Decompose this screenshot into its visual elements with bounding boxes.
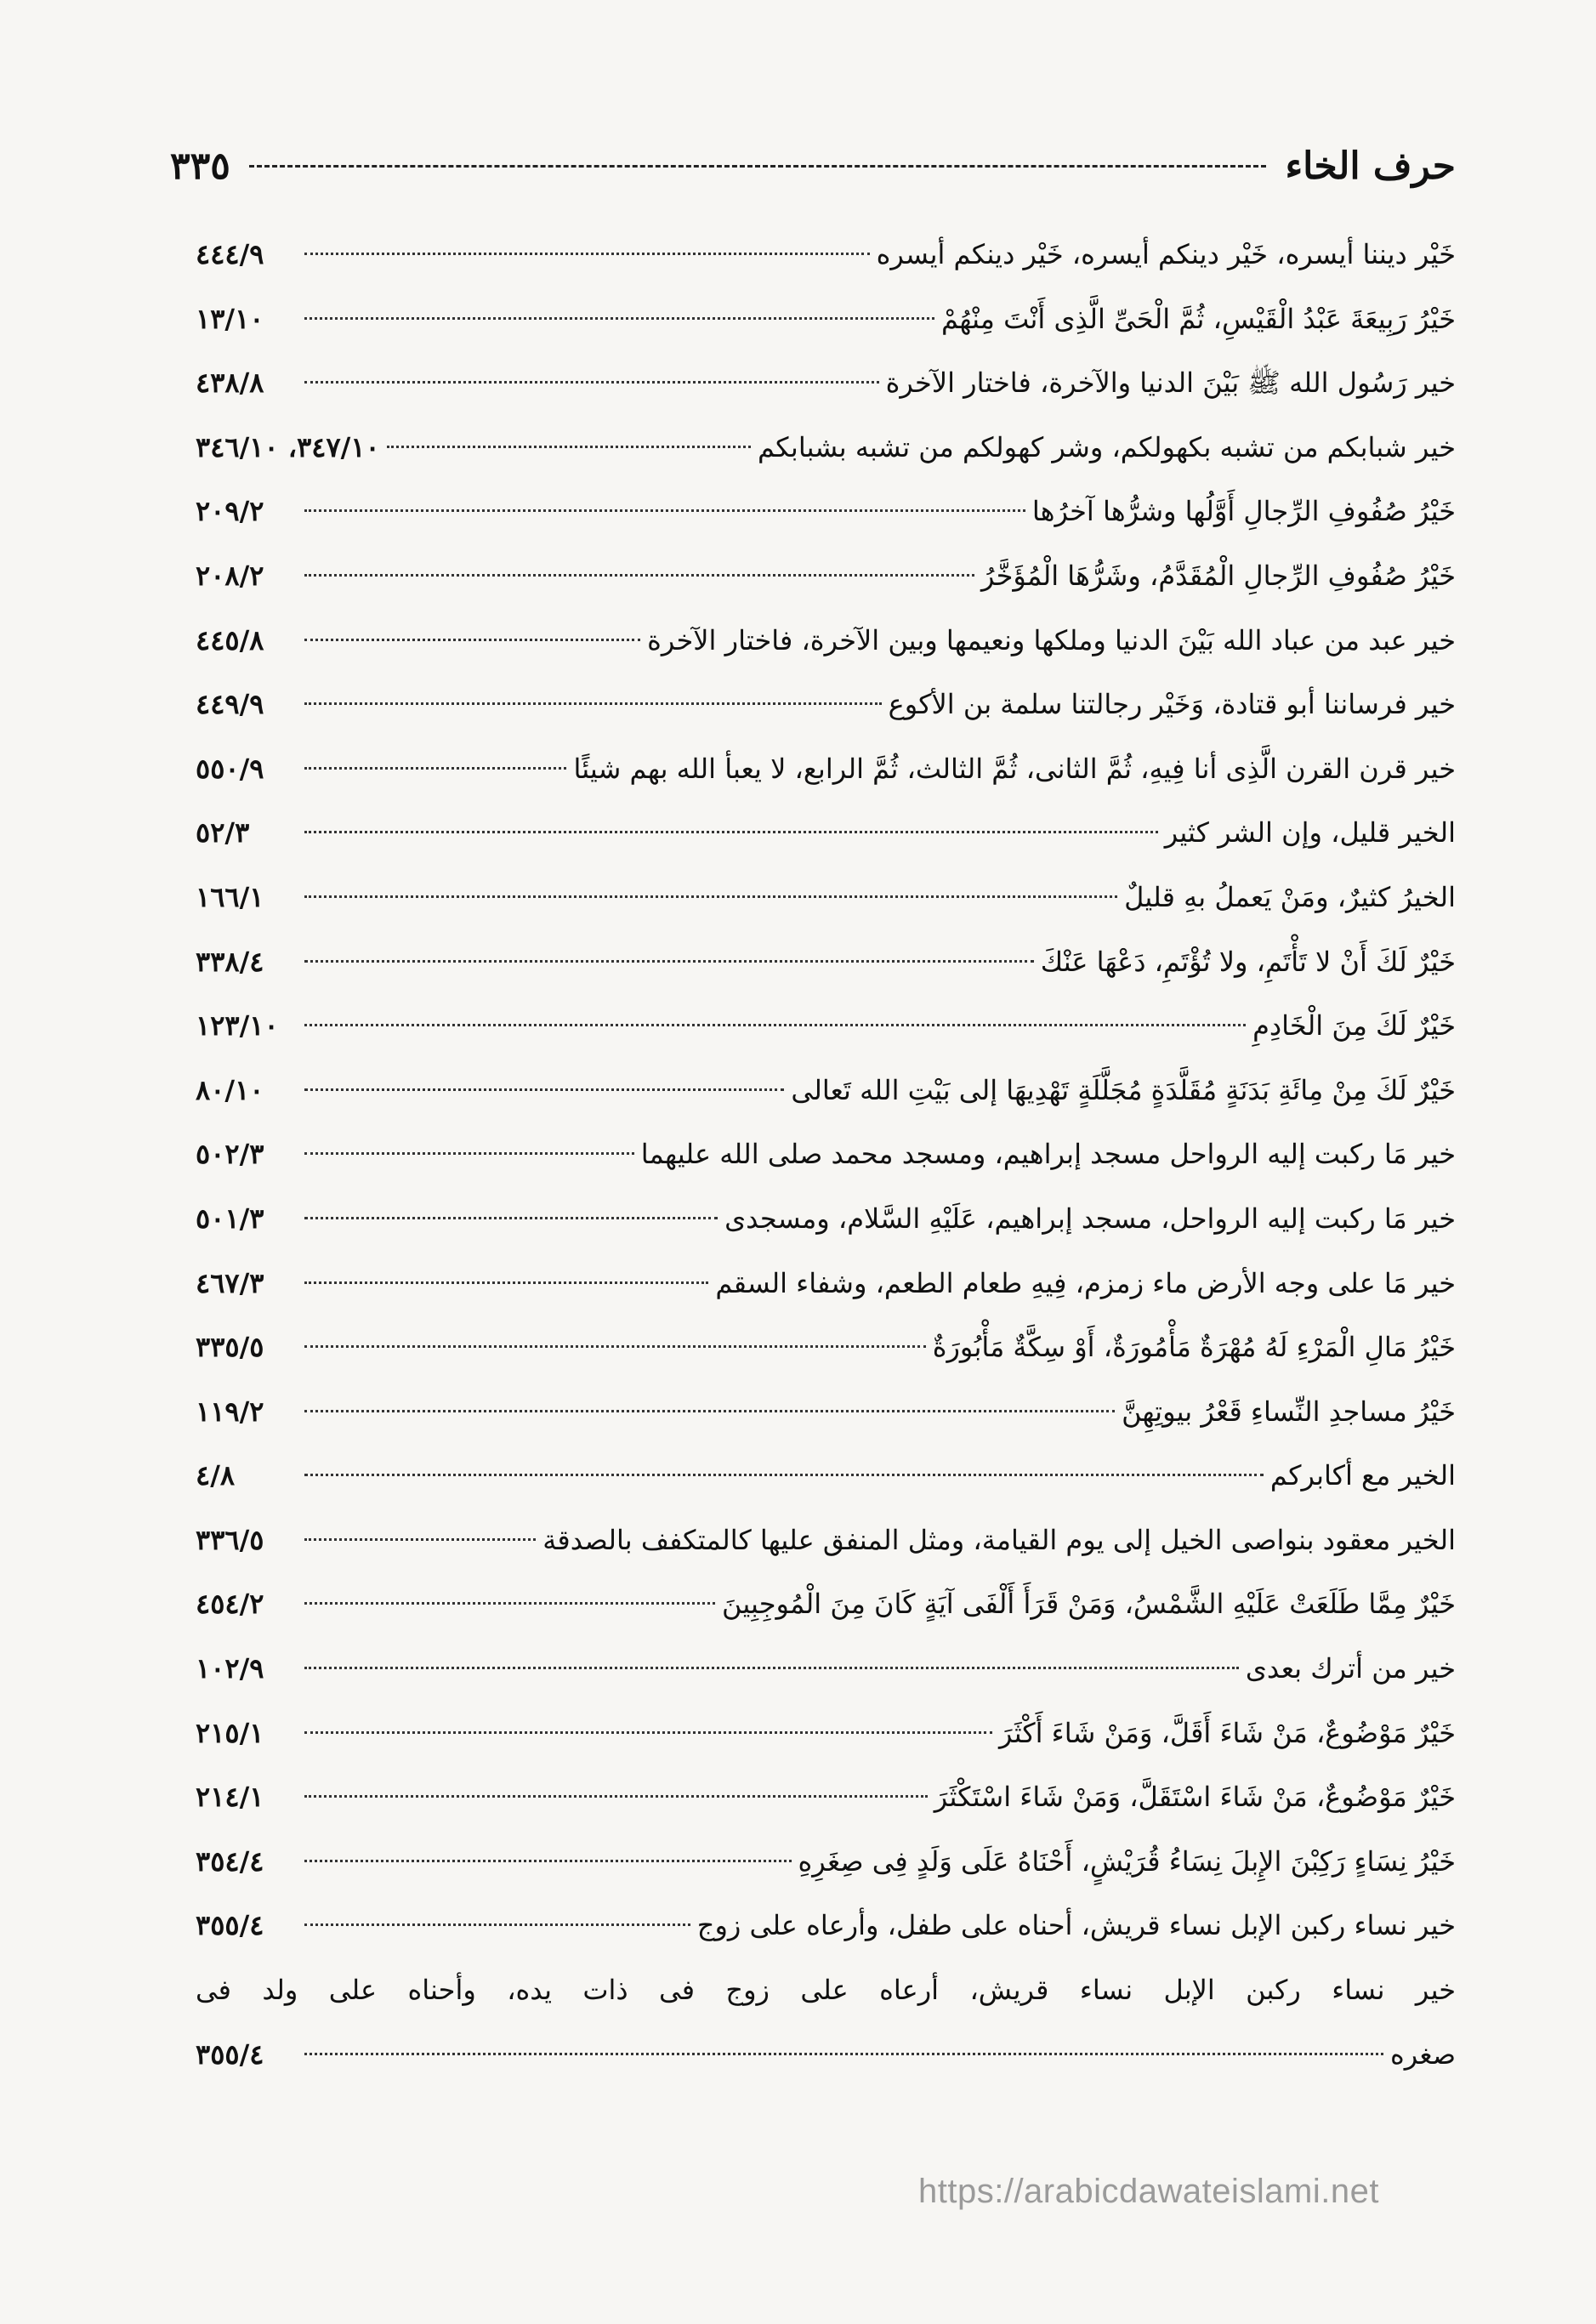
entry-reference: ٤٤٩/٩: [196, 688, 264, 721]
leader-dots: [304, 1538, 536, 1541]
entry-text: خَيْرُ مَالِ الْمَرْءِ لَهُ مُهْرَةٌ مَأْمُورَةٌ، أَوْ سِكَّةٌ مَأْبُورَةٌ: [932, 1331, 1456, 1364]
entry-text: خَيْرُ رَبِيعَةَ عَبْدُ الْقَيْسِ، ثُمَّ الْحَىِّ الَّذِى أَنْتَ مِنْهُمْ: [941, 302, 1456, 335]
index-entry: [196, 1637, 1456, 1702]
leader-dots: [304, 831, 1158, 833]
index-entry: [196, 737, 1456, 802]
entry-reference: ٣٥٥/٤: [196, 2037, 264, 2071]
entry-text: خير نساء ركبن الإبل نساء قريش، أرعاه على زوج فى ذات يده، وأحناه على ولد فى: [196, 1974, 1456, 2007]
index-entry: [196, 351, 1456, 416]
leader-dots: [304, 702, 882, 705]
leader-dots: [304, 1860, 792, 1862]
watermark-url: https://arabicdawateislami.net: [918, 2173, 1379, 2210]
index-entry: [196, 930, 1456, 995]
leader-dots: [304, 1217, 718, 1219]
leader-dots: [304, 1602, 715, 1605]
leader-dots: [304, 2053, 1383, 2055]
entry-reference: ٥٢/٣: [196, 816, 250, 849]
entry-text: خَيْرٌ لَكَ أَنْ لا تَأْتَمِ، ولا تُؤْتَمِ، دَعْهَا عَنْكَ: [1040, 945, 1456, 978]
leader-dots: [304, 960, 1034, 963]
entry-reference: ٣٣٥/٥: [196, 1331, 264, 1364]
entry-reference: ٢٠٨/٢: [196, 559, 264, 592]
index-entry: [196, 801, 1456, 866]
entry-reference: ٤/٨: [196, 1459, 236, 1492]
leader-dots: [304, 767, 566, 770]
entry-text: خير نساء ركبن الإبل نساء قريش، أحناه على طفل، وأرعاه على زوج: [696, 1909, 1456, 1942]
leader-dots: [387, 446, 751, 448]
entry-text: الخير قليل، وإن الشر كثير: [1164, 816, 1456, 849]
entry-text: خَيْرٌ مِمَّا طَلَعَتْ عَلَيْهِ الشَّمْسُ، وَمَنْ قَرَأَ أَلْفَى آيَةٍ كَانَ مِنَ الْمُوجِبِينَ: [722, 1588, 1456, 1621]
index-entry: [196, 223, 1456, 287]
index-entry: [196, 609, 1456, 673]
leader-dots: [304, 1923, 690, 1926]
hadith-index-list: [196, 223, 1456, 2087]
index-entry: [196, 1509, 1456, 1573]
index-entry: [196, 1894, 1456, 1958]
entry-reference: ١٠٢/٩: [196, 1652, 264, 1685]
entry-reference: ٤٦٧/٣: [196, 1266, 264, 1299]
chapter-title: حرف الخاء: [1285, 144, 1456, 188]
entry-text: خير عبد من عباد الله بَيْنَ الدنيا وملكها ونعيمها وبين الآخرة، فاختار الآخرة: [647, 623, 1456, 656]
index-entry: [196, 1572, 1456, 1637]
leader-dots: [304, 895, 1117, 898]
entry-text: خَيْرُ صُفُوفِ الرِّجالِ الْمُقَدَّمُ، وشَرُّهَا الْمُؤَخَّرُ: [980, 559, 1456, 592]
leader-dots: [304, 1345, 926, 1348]
entry-reference: ٥٥٠/٩: [196, 752, 264, 785]
index-entry: [196, 1187, 1456, 1252]
index-entry: [196, 673, 1456, 737]
entry-reference: ٣٤٧/١٠، ٣٤٦/١٠: [196, 430, 380, 463]
entry-text: خَيْرٌ لَكَ مِنَ الْخَادِمِ: [1252, 1009, 1456, 1043]
index-entry: [196, 1380, 1456, 1445]
entry-text: الخيرُ كثيرٌ، ومَنْ يَعملُ بهِ قليلٌ: [1124, 880, 1456, 913]
leader-dots: [304, 1088, 784, 1091]
index-entry: [196, 1702, 1456, 1766]
entry-reference: ٣٥٤/٤: [196, 1844, 264, 1878]
entry-reference: ٥٠٢/٣: [196, 1138, 264, 1171]
entry-text: خير من أترك بعدى: [1245, 1652, 1456, 1685]
index-entry: [196, 1315, 1456, 1380]
entry-text: خير فرساننا أبو قتادة، وَخَيْر رجالتنا سلمة بن الأكوع: [888, 688, 1456, 721]
entry-reference: ١٣/١٠: [196, 302, 264, 335]
leader-dots: [304, 1152, 634, 1155]
leader-dots: [304, 317, 934, 320]
entry-reference: ٨٠/١٠: [196, 1073, 264, 1106]
index-entry-wrapped-line2: [196, 2023, 1456, 2088]
leader-dots: [304, 1795, 928, 1798]
index-entry: [196, 1059, 1456, 1123]
index-entry: [196, 1765, 1456, 1830]
entry-reference: ٣٣٦/٥: [196, 1523, 264, 1556]
index-entry-wrapped-line1: [196, 1958, 1456, 2023]
index-entry: [196, 287, 1456, 352]
leader-dots: [304, 253, 870, 255]
header-divider: [249, 165, 1267, 168]
leader-dots: [304, 1474, 1264, 1476]
entry-text: خير شبابكم من تشبه بكهولكم، وشر كهولكم من تشبه بشبابكم: [757, 430, 1456, 463]
leader-dots: [304, 1281, 708, 1284]
entry-text: خير مَا ركبت إليه الرواحل، مسجد إبراهيم، عَلَيْهِ السَّلام، ومسجدى: [724, 1202, 1456, 1235]
index-entry: [196, 994, 1456, 1059]
entry-text: خَيْرٌ مَوْضُوعٌ، مَنْ شَاءَ أَقَلَّ، وَمَنْ شَاءَ أَكْثَرَ: [999, 1716, 1456, 1749]
leader-dots: [304, 639, 640, 641]
index-entry: [196, 1122, 1456, 1187]
entry-reference: ٤٣٨/٨: [196, 366, 264, 400]
entry-reference: ٤٥٤/٢: [196, 1588, 264, 1621]
entry-text: خَيْرٌ لَكَ مِنْ مِائَةِ بَدَنَةٍ مُقَلَّدَةٍ مُجَلَّلَةٍ تَهْدِيهَا إلى بَيْتِ الله تَعالى: [791, 1073, 1456, 1106]
leader-dots: [304, 1410, 1115, 1412]
index-entry: [196, 866, 1456, 930]
entry-text: خير رَسُول الله ﷺ بَيْنَ الدنيا والآخرة، فاختار الآخرة: [885, 366, 1456, 400]
entry-reference: ٤٤٥/٨: [196, 623, 264, 656]
index-entry: [196, 1444, 1456, 1509]
entry-text: خَيْرُ نِسَاءٍ رَكِبْنَ الإِبلَ نِسَاءُ قُرَيْشٍ، أَحْنَاهُ عَلَى وَلَدٍ فِى صِغَرِهِ: [798, 1844, 1456, 1878]
entry-reference: ٣٣٨/٤: [196, 945, 264, 978]
entry-reference: ٥٠١/٣: [196, 1202, 264, 1235]
entry-text: خَيْر ديننا أيسره، خَيْر دينكم أيسره، خَيْر دينكم أيسره: [876, 238, 1456, 270]
entry-text: خَيْرٌ مَوْضُوعٌ، مَنْ شَاءَ اسْتَقَلَّ، وَمَنْ شَاءَ اسْتَكْثَرَ: [934, 1781, 1456, 1814]
entry-text: خير مَا ركبت إليه الرواحل مسجد إبراهيم، ومسجد محمد صلى الله عليهما: [640, 1138, 1456, 1171]
entry-text: صغره: [1389, 2037, 1456, 2071]
entry-reference: ٣٥٥/٤: [196, 1909, 264, 1942]
index-entry: [196, 544, 1456, 609]
entry-text: خَيْرُ مساجدِ النِّساءِ قَعْرُ بيوتِهِنَّ: [1122, 1395, 1456, 1428]
leader-dots: [304, 381, 879, 384]
leader-dots: [304, 1667, 1239, 1669]
index-entry: [196, 416, 1456, 480]
leader-dots: [304, 509, 1025, 512]
entry-reference: ٢١٤/١: [196, 1781, 264, 1814]
index-entry: [196, 1252, 1456, 1316]
entry-text: الخير معقود بنواصى الخيل إلى يوم القيامة، ومثل المنفق عليها كالمتكفف بالصدقة: [542, 1523, 1456, 1556]
page-header: [170, 136, 1456, 196]
index-entry: [196, 1830, 1456, 1895]
entry-text: الخير مع أكابركم: [1269, 1459, 1456, 1492]
entry-reference: ٢٠٩/٢: [196, 495, 264, 528]
entry-reference: ٤٤٤/٩: [196, 238, 264, 270]
leader-dots: [304, 574, 974, 577]
leader-dots: [304, 1024, 1246, 1026]
entry-reference: ١٢٣/١٠: [196, 1009, 279, 1043]
index-entry: [196, 480, 1456, 544]
entry-text: خَيْرُ صُفُوفِ الرِّجالِ أَوَّلُها وشرُّها آخرُها: [1031, 495, 1456, 528]
entry-text: خير مَا على وجه الأرض ماء زمزم، فِيهِ طعام الطعم، وشفاء السقم: [715, 1266, 1456, 1299]
entry-reference: ١١٩/٢: [196, 1395, 264, 1428]
page-number: ٣٣٥: [170, 144, 230, 188]
entry-text: خير قرن القرن الَّذِى أنا فِيهِ، ثُمَّ الثانى، ثُمَّ الثالث، ثُمَّ الرابع، لا يعبأ الله بهم شيئًا: [573, 752, 1456, 785]
entry-reference: ١٦٦/١: [196, 880, 264, 913]
leader-dots: [304, 1731, 992, 1734]
entry-reference: ٢١٥/١: [196, 1716, 264, 1749]
